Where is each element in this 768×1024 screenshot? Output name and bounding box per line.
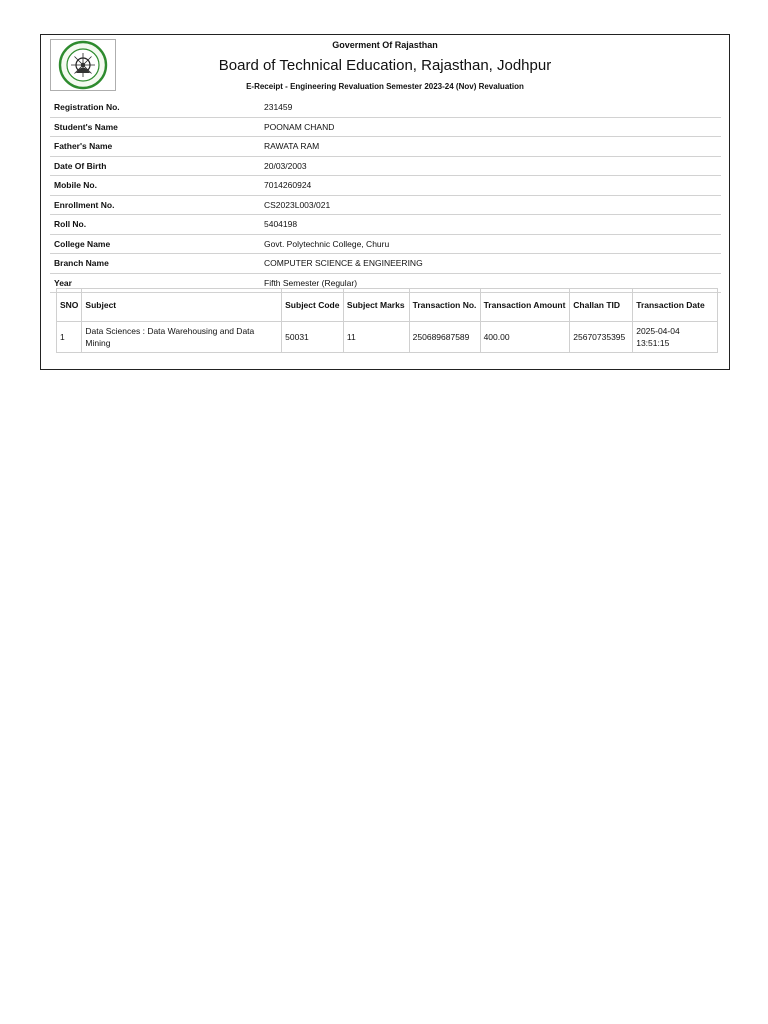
detail-row-branch: [50, 254, 721, 274]
detail-value: POONAM CHAND: [264, 121, 335, 132]
board-title: Board of Technical Education, Rajasthan, Jodhpur: [218, 57, 552, 74]
detail-value: 5404198: [264, 219, 298, 230]
cell-subject-marks: 11: [343, 322, 409, 353]
detail-label: Student's Name: [54, 121, 118, 132]
cell-challan-tid: 25670735395: [570, 322, 633, 353]
column-header-transaction-amount: Transaction Amount: [480, 289, 570, 322]
cell-subject-code: 50031: [282, 322, 344, 353]
detail-value: RAWATA RAM: [264, 141, 320, 152]
cell-transaction-amount: 400.00: [480, 322, 570, 353]
column-header-challan-tid: Challan TID: [570, 289, 633, 322]
detail-label: Date Of Birth: [54, 160, 107, 171]
detail-row-enrollment: [50, 196, 721, 216]
student-details: [50, 98, 721, 293]
detail-row-dob: [50, 157, 721, 177]
detail-value: Fifth Semester (Regular): [264, 277, 358, 288]
detail-label: Registration No.: [54, 102, 120, 113]
table-header-row: [57, 289, 718, 322]
detail-label: Mobile No.: [54, 180, 97, 191]
detail-label: Roll No.: [54, 219, 87, 230]
detail-label: Branch Name: [54, 258, 109, 269]
detail-value: 20/03/2003: [264, 160, 307, 171]
cell-transaction-no: 250689687589: [409, 322, 480, 353]
detail-row-father-name: [50, 137, 721, 157]
column-header-subject-code: Subject Code: [282, 289, 344, 322]
cell-transaction-date: 2025-04-04 13:51:15: [633, 322, 718, 353]
detail-label: Father's Name: [54, 141, 113, 152]
detail-row-college: [50, 235, 721, 255]
detail-label: Year: [54, 277, 72, 288]
government-title: Goverment Of Rajasthan: [332, 40, 438, 50]
column-header-subject: Subject: [82, 289, 282, 322]
column-header-subject-marks: Subject Marks: [343, 289, 409, 322]
receipt: [40, 34, 730, 370]
detail-value: Govt. Polytechnic College, Churu: [264, 238, 390, 249]
detail-value: COMPUTER SCIENCE & ENGINEERING: [264, 258, 423, 269]
detail-row-registration: [50, 98, 721, 118]
detail-label: College Name: [54, 238, 111, 249]
receipt-subtitle: E-Receipt - Engineering Revaluation Semester 2023-24 (Nov) Revaluation: [246, 82, 524, 91]
detail-row-student-name: [50, 118, 721, 138]
detail-value: 231459: [264, 102, 293, 113]
column-header-transaction-no: Transaction No.: [409, 289, 480, 322]
cell-sno: 1: [57, 322, 82, 353]
column-header-sno: SNO: [57, 289, 82, 322]
subject-table: [56, 288, 718, 353]
detail-label: Enrollment No.: [54, 199, 115, 210]
detail-row-mobile: [50, 176, 721, 196]
column-header-transaction-date: Transaction Date: [633, 289, 718, 322]
receipt-header: [41, 35, 729, 99]
cell-subject: Data Sciences : Data Warehousing and Data Mining: [82, 322, 282, 353]
detail-row-roll: [50, 215, 721, 235]
detail-value: 7014260924: [264, 180, 312, 191]
detail-value: CS2023L003/021: [264, 199, 331, 210]
table-row: [57, 322, 718, 353]
